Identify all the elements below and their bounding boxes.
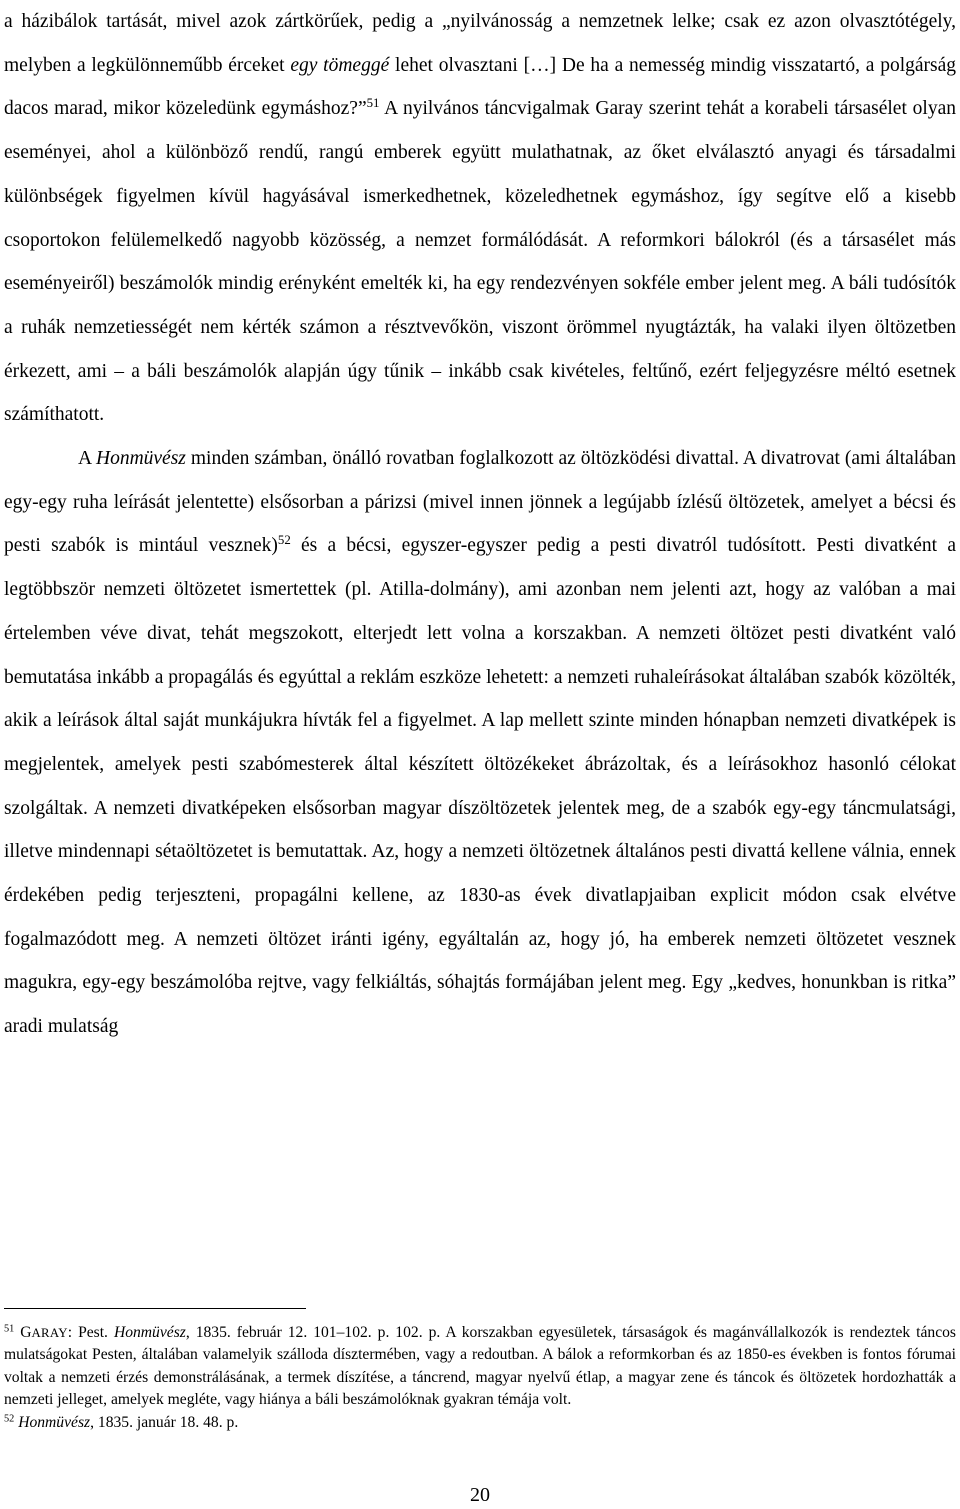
text-run: lehet olvasztani […] De ha a nemesség mindig visszatartó, a polgárság dacos marad, mikor közeledünk egymáshoz?” [4,54,957,120]
journal-title: Honmüvész [113,1324,186,1341]
journal-title: Honmüvész [18,1413,91,1431]
main-text [4,0,956,1049]
author-initial: G [20,1324,32,1341]
footnote-text: : Pest. [67,1324,114,1341]
text-run: és a bécsi, egyszer-egyszer pedig a pesti divatról tudósított. Pesti divatként a legtöbbször nemzeti öltözetet ismertettek (pl. Atilla-dolmány), ami azonban nem jelenti azt, hogy az valóban a mai értelemben véve divat, tehát megszokott, elterjedt lett volna a korszakban. A nemzeti öltözet pesti divatként való bemutatása inkább a propagálás és egyúttal a reklám eszköze lehetett: a nemzeti ruhaleírásokat általában szabók közölték, akik a leírások által saját munkájukra hívták fel a figyelmet. A lap mellett szinte minden hónapban nemzeti divatképek is megjelentek, amelyek pesti szabómesterek által készített öltözékeket ábrázoltak, és a leírásokhoz hasonló célokat szolgáltak. A nemzeti divatképeken elsősorban magyar díszöltözetek jelentek meg, de a szabók egy-egy táncmulatsági, illetve mindennapi sétaöltözetet is bemutattak. Az, hogy a nemzeti öltözetnek általános pesti divattá kellene válnia, ennek érdekében pedig terjeszteni, propagálni kellene, az 1830-as évek divatlapjaiban explicit módon csak elvétve fogalmazódott meg. A nemzeti öltözet iránti igény, egyáltalán az, hogy jó, ha emberek nemzeti öltözetet vesznek magukra, egy-egy beszámolóba rejtve, vagy felkiáltás, sóhajtás formájában jelent meg. Egy „kedves, honunkban is ritka” aradi mulatság [4,535,956,1038]
footnote-number: 51 [4,1323,15,1335]
text-run: A [78,448,96,470]
text-run: minden számban, önálló rovatban foglalkozott az öltözködési divattal. A divatrovat (ami általában egy-egy ruha leírását jelentette) elsősorban a párizsi (mivel innen jönnek a legújabb ízlésű öltözetek, amelyet a bécsi és pesti szabók is mintául vesznek) [4,448,956,557]
footnotes [4,1322,956,1434]
text-run: a házibálok tartását, mivel azok zártkörűek, pedig a „nyilvánosság a nemzetnek lelke; csak ez azon olvasztótégely, melyben a legkülönneműbb érceket [4,11,956,76]
footnote-reference-51[interactable]: 51 [366,96,380,111]
footnote-separator [4,1308,306,1309]
emphasis-text: egy tömeggé [290,54,390,76]
author-small-caps: ARAY [31,1326,68,1340]
footnote-51 [4,1322,956,1412]
paragraph-2 [4,437,956,1049]
footnote-52 [4,1412,956,1434]
text-run: A nyilvános táncvigalmak Garay szerint tehát a korabeli társasélet olyan eseményei, ahol a különböző rendű, rangú emberek együtt mulathatnak, az őket elválasztó anyagi és társadalmi különbségek figyelmen kívül hagyásával ismerkedhetnek, közeledhetnek egymáshoz, így segítve elő a kisebb csoportokon felülemelkedő nagyobb közösség, a nemzet formálódását. A reformkori bálokról (és a társasélet más eseményeiről) beszámolók mindig erényként emelték ki, ha egy rendezvényen sokféle ember jelent meg. A báli tudósítók a ruhák nemzetiességét nem kérték számon a résztvevőkön, viszont örömmel nyugtázták, ha valaki ilyen öltözetben érkezett, ami – a báli beszámolók alapján úgy tűnik – inkább csak kivételes, feltűnő, ezért feljegyzésre méltó esetnek számíthatott. [4,98,956,426]
footnote-reference-52[interactable]: 52 [277,533,291,548]
paragraph-1 [4,0,956,437]
footnote-number: 52 [4,1412,15,1424]
page-number: 20 [470,1484,490,1506]
footnote-text: , 1835. február 12. 101–102. p. 102. p. A korszakban egyesületek, társaságok és magánvállalkozók is rendeztek táncos mulatságokat Pesten, általában valamelyik szálloda dísztermében, vagy a redoutban. A bálok a reformkorban és az 1850-es években is fontos fórumai voltak a nemzeti érzés demonstrálásának, a termek díszítése, a táncrend, magyar nyelvű étlap, a magyar zene és táncok és öltözetek hordozhatták a nemzeti jelleget, amelyek megléte, vagy hiánya a báli beszámolóknak gyakran témája volt. [4,1324,956,1409]
footnote-text: , 1835. január 18. 48. p. [90,1413,239,1431]
journal-title: Honmüvész [95,448,186,470]
